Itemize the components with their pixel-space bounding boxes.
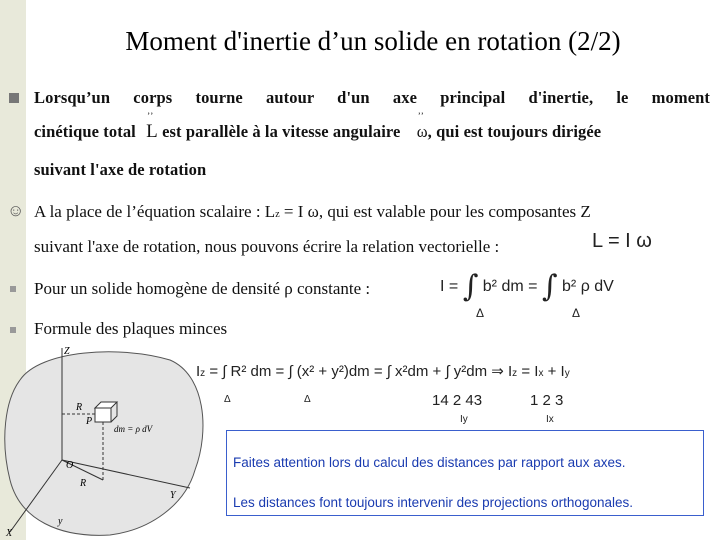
- formula-delta-2: Δ: [304, 394, 311, 405]
- p2-line2: suivant l'axe de rotation, nous pouvons écrire la relation vectorielle :: [34, 237, 500, 256]
- underbrace-x: 14 2 43: [432, 392, 483, 409]
- note-line-1: Faites attention lors du calcul des distances par rapport aux axes.: [233, 455, 626, 470]
- solid-rotation-figure: [0, 340, 210, 540]
- brace-label-iy: Iy: [460, 414, 468, 425]
- radius-label-2: R: [80, 478, 87, 489]
- note-box: [226, 430, 704, 516]
- formula-delta-1: Δ: [224, 394, 231, 405]
- vector-omega: ʼʼ ω: [416, 111, 428, 141]
- radius-label: R: [76, 402, 83, 413]
- axis-x-label: X: [6, 528, 13, 539]
- dm-label: dm = ρ dV: [114, 424, 153, 434]
- vector-L: ʼʼ L: [146, 111, 158, 142]
- brace-label-ix: Ix: [546, 414, 554, 425]
- vector-equation: L = I ω: [592, 230, 652, 252]
- p1-line2b: est parallèle à la vitesse angulaire: [162, 122, 401, 141]
- delta-label-2: Δ: [572, 306, 581, 320]
- note-line-2: Les distances font toujours intervenir des projections orthogonales.: [233, 495, 633, 510]
- p1-line3: suivant l'axe de rotation: [34, 160, 207, 179]
- point-label: P: [86, 416, 93, 427]
- bullet-square: [9, 93, 19, 103]
- bullet-small: [10, 327, 16, 333]
- p1-line2c: , qui est toujours dirigée: [427, 122, 602, 141]
- p1-line2: [34, 111, 602, 143]
- y-coordinate-label: y: [58, 516, 63, 527]
- p1-line2a: cinétique total: [34, 122, 136, 141]
- axis-z-label: Z: [64, 346, 70, 357]
- bullet-small: [10, 286, 16, 292]
- delta-label-1: Δ: [476, 306, 485, 320]
- p3-text: Pour un solide homogène de densité ρ constante :: [34, 279, 371, 298]
- underbrace-y: 1 2 3: [530, 392, 564, 409]
- p4-text: Formule des plaques minces: [34, 319, 228, 338]
- p1-line1: Lorsqu’un corps tourne autour d'un axe principal d'inertie, le moment: [34, 88, 710, 107]
- density-equation: I = ∫ b² dm = ∫ b² ρ dV: [440, 269, 614, 304]
- origin-label: O: [66, 460, 74, 471]
- axis-y-label: Y: [170, 490, 176, 501]
- smiley-icon: ☺: [7, 201, 25, 220]
- plate-formula: Iz = ∫ R² dm = ∫ (x² + y²)dm = ∫ x²dm + ∫ y²dm ⇒ Iz = Ix + Iy: [196, 363, 570, 380]
- p2-line1: A la place de l’équation scalaire : Lz = I ω, qui est valable pour les composantes Z: [34, 202, 591, 221]
- slide-title: Moment d'inertie d’un solide en rotation (2/2): [125, 26, 621, 56]
